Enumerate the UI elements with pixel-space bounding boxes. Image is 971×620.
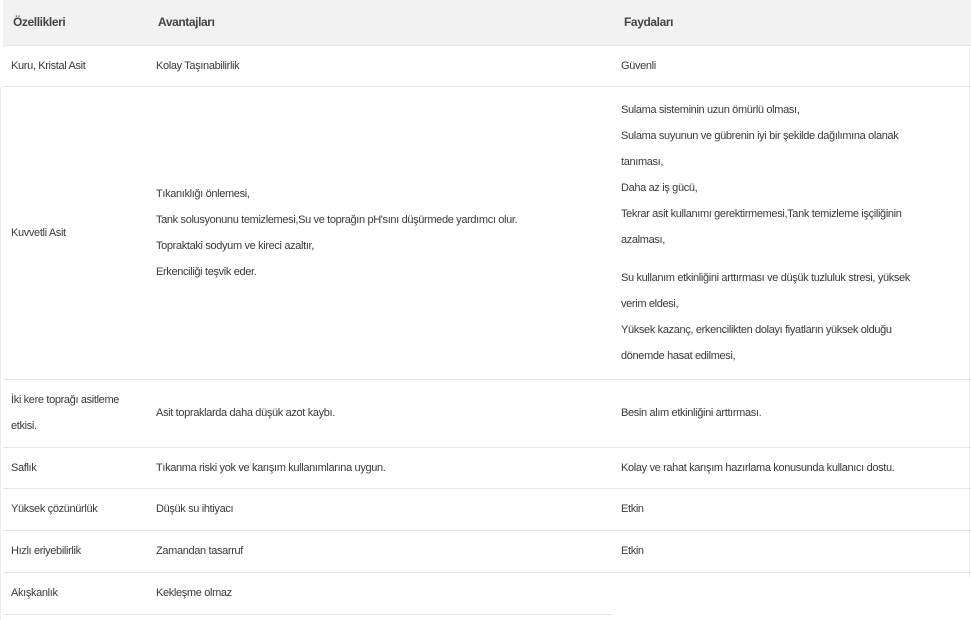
benefits-cell xyxy=(613,447,971,488)
cell-text: Yüksek kazanç, erkencilikten dolayı fiyatların yüksek olduğu xyxy=(621,323,892,336)
benefits-cell xyxy=(613,86,971,379)
header-benefits: Faydaları xyxy=(613,0,971,45)
cell-text: Tekrar asit kullanımı gerektirmemesi,Tank temizleme işçiliğinin xyxy=(621,207,902,220)
table-left-border xyxy=(0,87,1,620)
cell-text: tanıması, xyxy=(621,155,664,168)
header-features: Özellikleri xyxy=(3,0,148,45)
table-row xyxy=(3,447,971,488)
cell-text: Kuru, Kristal Asit xyxy=(11,59,86,72)
table-header xyxy=(3,0,971,45)
cell-text: etkisi. xyxy=(11,420,37,432)
cell-text: Topraktaki sodyum ve kireci azaltır, xyxy=(156,239,314,252)
advantages-cell xyxy=(148,447,613,488)
paragraph-gap xyxy=(621,253,965,265)
benefits-cell-empty xyxy=(613,572,971,614)
cell-text: Su kullanım etkinliğini arttırması ve düşük tuzluluk stresi, yüksek xyxy=(621,271,910,284)
cell-text: Zamandan tasarruf xyxy=(156,545,243,557)
advantages-cell xyxy=(148,488,613,530)
cell-text: Besin alım etkinliğini arttırması. xyxy=(621,407,762,419)
advantages-cell xyxy=(148,379,613,447)
features-table xyxy=(3,0,971,615)
benefits-cell xyxy=(613,45,971,86)
cell-text: Güvenli xyxy=(621,59,656,72)
header-row xyxy=(3,0,971,45)
cell-text: Düşük su ihtiyacı xyxy=(156,503,234,515)
cell-text: dönemde hasat edilmesi, xyxy=(621,349,736,362)
cell-text: Yüksek çözünürlük xyxy=(11,503,98,515)
advantages-cell xyxy=(148,86,613,379)
table-row xyxy=(3,488,971,530)
benefits-cell xyxy=(613,379,971,447)
cell-text: Etkin xyxy=(621,503,644,515)
table-body xyxy=(3,45,971,614)
cell-text: azalması, xyxy=(621,233,665,246)
feature-cell xyxy=(3,45,148,86)
cell-text: Tıkanma riski yok ve karışım kullanımlarına uygun. xyxy=(156,461,386,474)
cell-text: İki kere toprağı asitleme xyxy=(11,394,120,406)
feature-cell xyxy=(3,379,148,447)
table-row xyxy=(3,530,971,572)
feature-cell xyxy=(3,572,148,614)
cell-text: verim eldesi, xyxy=(621,297,679,310)
cell-text: Kolay Taşınabilirlik xyxy=(156,59,240,72)
feature-cell xyxy=(3,530,148,572)
cell-text: Akışkanlık xyxy=(11,587,58,599)
feature-cell xyxy=(3,447,148,488)
advantages-cell xyxy=(148,45,613,86)
cell-text: Kuvvetli Asit xyxy=(11,226,66,239)
table-row xyxy=(3,379,971,447)
cell-text: Daha az iş gücü, xyxy=(621,181,698,194)
cell-text: Hızlı eriyebilirlik xyxy=(11,545,81,557)
cell-text: Sulama sisteminin uzun ömürlü olması, xyxy=(621,103,800,116)
advantages-cell xyxy=(148,572,613,614)
cell-text: Tank solusyonunu temizlemesi,Su ve toprağın pH'sını düşürmede yardımcı olur. xyxy=(156,213,518,226)
cell-text: Etkin xyxy=(621,545,644,557)
cell-text: Kolay ve rahat karışım hazırlama konusunda kullanıcı dostu. xyxy=(621,461,895,474)
cell-text: Sulama suyunun ve gübrenin iyi bir şekilde dağılımına olanak xyxy=(621,129,899,142)
table-row xyxy=(3,45,971,86)
advantages-cell xyxy=(148,530,613,572)
cell-text: Asit topraklarda daha düşük azot kaybı. xyxy=(156,407,335,419)
cell-text: Tıkanıklığı önlemesi, xyxy=(156,187,250,200)
cell-text: Erkenciliği teşvik eder. xyxy=(156,265,257,278)
table-row xyxy=(3,86,971,379)
table-row xyxy=(3,572,971,614)
benefits-cell xyxy=(613,488,971,530)
cell-text: Kekleşme olmaz xyxy=(156,587,232,599)
cell-text: Saflık xyxy=(11,461,37,474)
benefits-cell xyxy=(613,530,971,572)
feature-cell xyxy=(3,488,148,530)
feature-cell xyxy=(3,86,148,379)
header-advantages: Avantajları xyxy=(148,0,613,45)
